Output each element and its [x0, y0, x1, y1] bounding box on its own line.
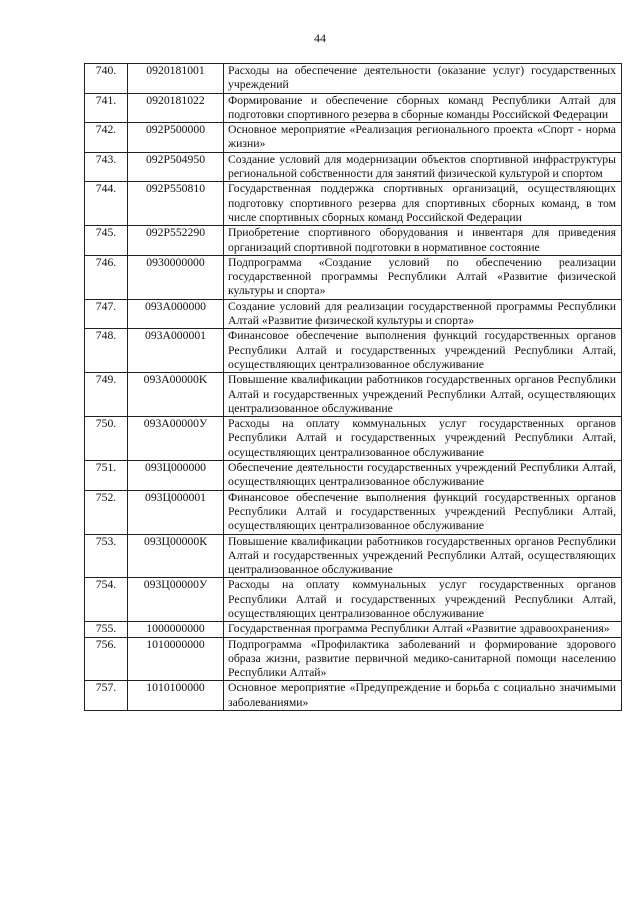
row-code-cell: 093Ц000001: [128, 490, 224, 534]
table-row: [85, 93, 622, 123]
row-number-cell: 757.: [85, 681, 128, 711]
table-row: [85, 461, 622, 491]
row-description-cell: Подпрограмма «Создание условий по обеспечению реализации государственной программы Республики Алтай «Развитие физической культуры и спорта»: [224, 255, 622, 299]
table-row: [85, 373, 622, 417]
row-code-cell: 092P550810: [128, 182, 224, 226]
row-description-cell: Финансовое обеспечение выполнения функций государственных органов Республики Алтай и государственных учреждений Республики Алтай, осуществляющих централизованное обслуживание: [224, 329, 622, 373]
budget-classification-table: [84, 63, 622, 711]
row-description-cell: Повышение квалификации работников государственных органов Республики Алтай и государственных учреждений Республики Алтай, осуществляющих централизованное обслуживание: [224, 534, 622, 578]
row-code-cell: 1010100000: [128, 681, 224, 711]
row-code-cell: 0920181022: [128, 93, 224, 123]
table-body: [85, 64, 622, 711]
table-row: [85, 578, 622, 622]
row-number-cell: 748.: [85, 329, 128, 373]
row-description-cell: Обеспечение деятельности государственных учреждений Республики Алтай, осуществляющих централизованное обслуживание: [224, 461, 622, 491]
row-number-cell: 754.: [85, 578, 128, 622]
row-number-cell: 751.: [85, 461, 128, 491]
row-number-cell: 749.: [85, 373, 128, 417]
table-row: [85, 490, 622, 534]
row-description-cell: Расходы на оплату коммунальных услуг государственных органов Республики Алтай и государственных учреждений Республики Алтай, осуществляющих централизованное обслуживание: [224, 578, 622, 622]
row-number-cell: 750.: [85, 417, 128, 461]
table-row: [85, 299, 622, 329]
row-number-cell: 743.: [85, 152, 128, 182]
row-description-cell: Формирование и обеспечение сборных команд Республики Алтай для подготовки спортивного резерва в сборные команды Российской Федерации: [224, 93, 622, 123]
row-number-cell: 746.: [85, 255, 128, 299]
row-description-cell: Основное мероприятие «Предупреждение и борьба с социально значимыми заболеваниями»: [224, 681, 622, 711]
row-code-cell: 093A000000: [128, 299, 224, 329]
row-code-cell: 092P504950: [128, 152, 224, 182]
table-row: [85, 329, 622, 373]
row-number-cell: 753.: [85, 534, 128, 578]
row-description-cell: Расходы на оплату коммунальных услуг государственных органов Республики Алтай и государственных учреждений Республики Алтай, осуществляющих централизованное обслуживание: [224, 417, 622, 461]
row-code-cell: 093Ц000000: [128, 461, 224, 491]
row-code-cell: 0930000000: [128, 255, 224, 299]
row-code-cell: 093A00000K: [128, 373, 224, 417]
row-description-cell: Создание условий для модернизации объектов спортивной инфраструктуры региональной собственности для занятий физической культурой и спортом: [224, 152, 622, 182]
table-row: [85, 152, 622, 182]
row-code-cell: 093A000001: [128, 329, 224, 373]
row-number-cell: 752.: [85, 490, 128, 534]
row-description-cell: Создание условий для реализации государственной программы Республики Алтай «Развитие физической культуры и спорта»: [224, 299, 622, 329]
row-code-cell: 092P552290: [128, 226, 224, 256]
row-description-cell: Подпрограмма «Профилактика заболеваний и формирование здорового образа жизни, развитие первичной медико-санитарной помощи населению Республики Алтай»: [224, 637, 622, 681]
table-row: [85, 637, 622, 681]
row-number-cell: 745.: [85, 226, 128, 256]
table-row: [85, 255, 622, 299]
row-code-cell: 093Ц00000К: [128, 534, 224, 578]
table-row: [85, 681, 622, 711]
row-description-cell: Повышение квалификации работников государственных органов Республики Алтай и государственных учреждений Республики Алтай, осуществляющих централизованное обслуживание: [224, 373, 622, 417]
row-description-cell: Приобретение спортивного оборудования и инвентаря для приведения организаций спортивной подготовки в нормативное состояние: [224, 226, 622, 256]
table-row: [85, 64, 622, 94]
table-row: [85, 226, 622, 256]
row-code-cell: 1010000000: [128, 637, 224, 681]
row-number-cell: 744.: [85, 182, 128, 226]
row-description-cell: Расходы на обеспечение деятельности (оказание услуг) государственных учреждений: [224, 64, 622, 94]
row-code-cell: 093A00000У: [128, 417, 224, 461]
table-row: [85, 123, 622, 153]
row-number-cell: 741.: [85, 93, 128, 123]
table-row: [85, 622, 622, 637]
row-code-cell: 093Ц00000У: [128, 578, 224, 622]
row-description-cell: Основное мероприятие «Реализация регионального проекта «Спорт - норма жизни»: [224, 123, 622, 153]
row-code-cell: 092P500000: [128, 123, 224, 153]
table-row: [85, 182, 622, 226]
row-number-cell: 755.: [85, 622, 128, 637]
row-description-cell: Государственная программа Республики Алтай «Развитие здравоохранения»: [224, 622, 622, 637]
row-number-cell: 747.: [85, 299, 128, 329]
row-code-cell: 1000000000: [128, 622, 224, 637]
page-number: 44: [314, 31, 326, 45]
table-row: [85, 417, 622, 461]
table-row: [85, 534, 622, 578]
row-number-cell: 740.: [85, 64, 128, 94]
row-number-cell: 756.: [85, 637, 128, 681]
row-description-cell: Финансовое обеспечение выполнения функций государственных органов Республики Алтай и государственных учреждений Республики Алтай, осуществляющих централизованное обслуживание: [224, 490, 622, 534]
row-description-cell: Государственная поддержка спортивных организаций, осуществляющих подготовку спортивного резерва для спортивных сборных команд, в том числе спортивных сборных команд Российской Федерации: [224, 182, 622, 226]
row-code-cell: 0920181001: [128, 64, 224, 94]
row-number-cell: 742.: [85, 123, 128, 153]
